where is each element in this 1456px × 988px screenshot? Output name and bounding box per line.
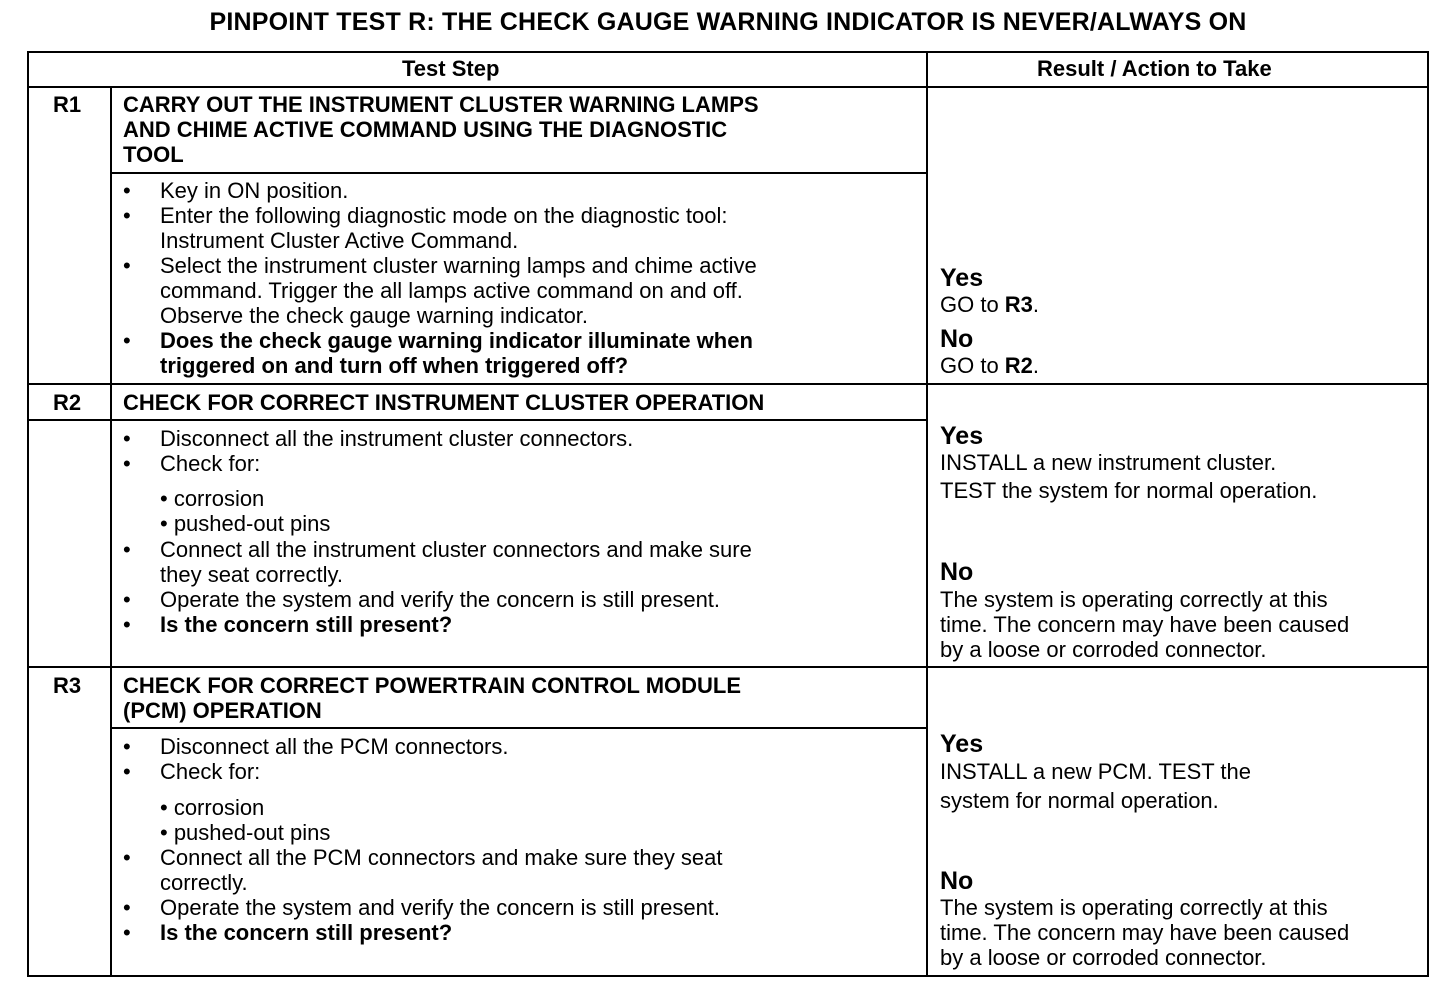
- r3-title-divider: [110, 727, 928, 729]
- r3-no-action-line2: time. The concern may have been caused: [940, 920, 1350, 945]
- id-column-divider: [110, 86, 112, 977]
- r2-instruction-3-line1: Connect all the instrument cluster connectors and make sure: [160, 537, 752, 562]
- r1-yes-target: R3: [1004, 292, 1033, 317]
- r1-r2-divider: [27, 383, 1429, 385]
- r3-instruction-3-line2: correctly.: [160, 870, 248, 895]
- header-test-step: Test Step: [402, 56, 500, 81]
- r1-no-action: GO to R2.: [940, 353, 1040, 378]
- step-title-r2: CHECK FOR CORRECT INSTRUMENT CLUSTER OPERATION: [123, 390, 765, 415]
- r3-yes-label: Yes: [940, 730, 984, 758]
- bullet: •: [123, 895, 131, 920]
- r1-instruction-3-line3: Observe the check gauge warning indicator.: [160, 303, 589, 328]
- r3-yes-action-line1: INSTALL a new PCM. TEST the: [940, 759, 1251, 784]
- bullet: •: [123, 537, 131, 562]
- r3-instruction-3-line1: Connect all the PCM connectors and make sure they seat: [160, 845, 723, 870]
- bullet: •: [123, 920, 131, 945]
- page-title: PINPOINT TEST R: THE CHECK GAUGE WARNING INDICATOR IS NEVER/ALWAYS ON: [209, 8, 1247, 36]
- bullet: •: [123, 734, 131, 759]
- r2-yes-label: Yes: [940, 422, 984, 450]
- r3-no-action-line3: by a loose or corroded connector.: [940, 945, 1267, 970]
- r3-yes-action-line2: system for normal operation.: [940, 788, 1219, 813]
- step-title-r3-line1: CHECK FOR CORRECT POWERTRAIN CONTROL MODULE: [123, 673, 742, 698]
- r3-instruction-2: Check for:: [160, 759, 261, 784]
- r2-instruction-3-line2: they seat correctly.: [160, 562, 343, 587]
- r2-title-divider: [27, 419, 928, 421]
- r3-sub-item-1: • corrosion: [160, 795, 265, 820]
- r2-no-label: No: [940, 558, 974, 586]
- r1-instruction-1: Key in ON position.: [160, 178, 349, 203]
- r2-sub-item-1: • corrosion: [160, 486, 265, 511]
- r2-question: Is the concern still present?: [160, 612, 453, 637]
- r1-instruction-2-line2: Instrument Cluster Active Command.: [160, 228, 519, 253]
- r2-yes-action-line1: INSTALL a new instrument cluster.: [940, 450, 1277, 475]
- r3-no-action-line1: The system is operating correctly at this: [940, 895, 1328, 920]
- r1-question-line1: Does the check gauge warning indicator illuminate when: [160, 328, 753, 353]
- r2-no-action-line1: The system is operating correctly at this: [940, 587, 1328, 612]
- r1-title-divider: [110, 172, 928, 174]
- bullet: •: [123, 759, 131, 784]
- r2-instruction-4: Operate the system and verify the concern is still present.: [160, 587, 721, 612]
- column-divider: [926, 51, 928, 977]
- r2-r3-divider: [27, 666, 1429, 668]
- r3-instruction-1: Disconnect all the PCM connectors.: [160, 734, 509, 759]
- step-title-r1-line2: AND CHIME ACTIVE COMMAND USING THE DIAGNOSTIC: [123, 117, 728, 142]
- r2-instruction-1: Disconnect all the instrument cluster connectors.: [160, 426, 634, 451]
- r1-instruction-3-line1: Select the instrument cluster warning lamps and chime active: [160, 253, 757, 278]
- bullet: •: [123, 178, 131, 203]
- step-title-r1-line3: TOOL: [123, 142, 184, 167]
- step-id-r1: R1: [53, 92, 82, 117]
- r1-instruction-2-line1: Enter the following diagnostic mode on the diagnostic tool:: [160, 203, 728, 228]
- r1-yes-label: Yes: [940, 264, 984, 292]
- step-id-r3: R3: [53, 673, 82, 698]
- step-id-r2: R2: [53, 390, 82, 415]
- r1-question-line2: triggered on and turn off when triggered off?: [160, 353, 629, 378]
- header-result: Result / Action to Take: [1037, 56, 1272, 81]
- r2-instruction-2: Check for:: [160, 451, 261, 476]
- r1-instruction-3-line2: command. Trigger the all lamps active command on and off.: [160, 278, 743, 303]
- r1-yes-action: GO to R3.: [940, 292, 1040, 317]
- r1-no-target: R2: [1004, 353, 1033, 378]
- bullet: •: [123, 451, 131, 476]
- step-title-r1-line1: CARRY OUT THE INSTRUMENT CLUSTER WARNING LAMPS: [123, 92, 759, 117]
- r2-no-action-line2: time. The concern may have been caused: [940, 612, 1350, 637]
- r2-yes-action-line2: TEST the system for normal operation.: [940, 478, 1318, 503]
- step-title-r3-line2: (PCM) OPERATION: [123, 698, 322, 723]
- r3-instruction-4: Operate the system and verify the concern is still present.: [160, 895, 721, 920]
- bullet: •: [123, 587, 131, 612]
- bullet: •: [123, 203, 131, 228]
- r3-sub-item-2: • pushed-out pins: [160, 820, 331, 845]
- bullet: •: [123, 426, 131, 451]
- bullet: •: [123, 612, 131, 637]
- bullet: •: [123, 328, 131, 353]
- bullet: •: [123, 845, 131, 870]
- r2-sub-item-2: • pushed-out pins: [160, 511, 331, 536]
- r3-no-label: No: [940, 867, 974, 895]
- r1-no-label: No: [940, 325, 974, 353]
- r2-no-action-line3: by a loose or corroded connector.: [940, 637, 1267, 662]
- bullet: •: [123, 253, 131, 278]
- r3-question: Is the concern still present?: [160, 920, 453, 945]
- header-divider: [27, 86, 1429, 88]
